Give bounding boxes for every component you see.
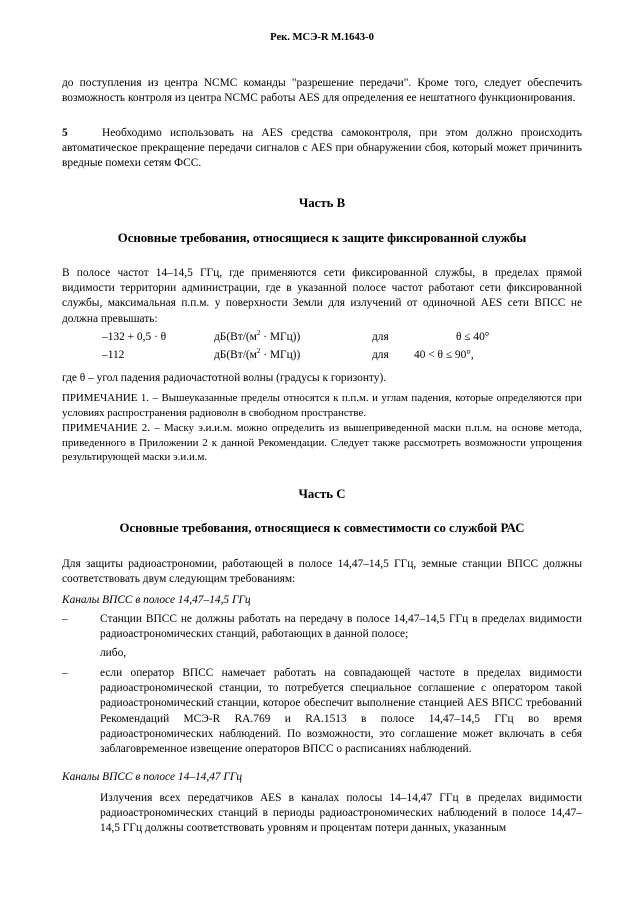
note-1: ПРИМЕЧАНИЕ 1. – Вышеуказанные пределы относятся к п.п.м. и углам падения, которые определяются при условиях распространения радиоволн в свободном пространстве.: [62, 392, 582, 419]
running-header: Рек. МСЭ-R M.1643-0: [270, 32, 374, 43]
or-connector: либо,: [100, 647, 127, 659]
part-c-body: Для защиты радиоастрономии, работающей в полосе 14,47–14,5 ГГц, земные станции ВПСС должны соответствовать двум следующим требованиям:: [62, 558, 582, 586]
part-c-subtitle: Основные требования, относящиеся к совместимости со службой РАС: [119, 521, 525, 535]
part-b-title: Часть B: [298, 196, 346, 210]
formula-condition: 40 < θ ≤ 90°,: [414, 349, 474, 361]
pfd-formula-row: [62, 348, 582, 364]
item-5-text: Необходимо использовать на AES средства самоконтроля, при этом должно происходить автоматическое прекращение передачи сигналов с AES при обнаружении сбоя, который может причинить вредные помехи сетям ФСС.: [62, 127, 582, 170]
part-b-subtitle: Основные требования, относящиеся к защите фиксированной службы: [117, 231, 527, 245]
formula-condition-word: для: [372, 331, 389, 343]
list-dash: –: [62, 613, 68, 625]
channels-14-14-47-paragraph: Излучения всех передатчиков AES в каналах полосы 14–14,47 ГГц в пределах видимости радиоастрономических станций в периоды радиоастрономических наблюдений в полосе 14,47–14,5 ГГц должны соответствовать уровням и процентам потери данных, указанным: [100, 792, 582, 835]
pfd-formula-row: [62, 330, 582, 346]
channels-14-47-14-5-heading: Каналы ВПСС в полосе 14,47–14,5 ГГц: [62, 594, 251, 606]
angle-definition: где θ – угол падения радиочастотной волны (градусы к горизонту).: [62, 372, 387, 384]
item-5-number: 5: [62, 127, 68, 139]
part-c-title: Часть C: [298, 487, 346, 501]
formula-unit: $дБ(Вт/(м^2 \cdot МГц))$: [214, 329, 301, 343]
requirement-item-1: Станции ВПСС не должны работать на передачу в полосе 14,47–14,5 ГГц в пределах видимости радиоастрономических станций, работающих в данной полосе;: [100, 613, 582, 641]
list-dash: –: [62, 667, 68, 679]
formula-condition-word: для: [372, 349, 389, 361]
formula-unit: $дБ(Вт/(м^2 \cdot МГц))$: [214, 347, 301, 361]
item-5-paragraph: [62, 126, 582, 172]
formula-expression: –112: [102, 349, 125, 361]
part-b-body: В полосе частот 14–14,5 ГГц, где применяются сети фиксированной службы, в пределах прямой видимости территории администрации, где в указанной полосе частот работают сети фиксированной службы, максимальная п.п.м. у поверхности Земли для излучений от одиночной AES сети ВПСС не должна превышать:: [62, 267, 582, 325]
channels-14-14-47-heading: Каналы ВПСС в полосе 14–14,47 ГГц: [62, 771, 243, 783]
note-2: ПРИМЕЧАНИЕ 2. – Маску э.и.и.м. можно определить из вышеприведенной маски п.п.м. на основе метода, приведенного в Приложении 2 к данной Рекомендации. Следует также рассмотреть возможности упрощения результирующей маски э.и.и.м.: [62, 422, 582, 464]
intro-continuation-paragraph: до поступления из центра NCMC команды "разрешение передачи". Кроме того, следует обеспечить возможность контроля из центра NCMC работы AES для определения ее нештатного функционирования.: [62, 77, 582, 105]
formula-condition: θ ≤ 40°: [456, 331, 490, 343]
formula-expression: –132 + 0,5 · θ: [102, 331, 167, 343]
requirement-item-2: если оператор ВПСС намечает работать на совпадающей частоте в пределах видимости радиоастрономической станции, то потребуется специальное соглашение с оператором такой радиоастрономический станции, которое обеспечит выполнение станцией AES ВПСС требований Рекомендаций МСЭ-R RA.769 и RA.1513 в полосе 14,47–14,5 ГГц во время радиоастрономических наблюдений. По возможности, это соглашение может включать в себя заблаговременное извещение операторов ВПСС о расписаниях наблюдений.: [100, 667, 582, 756]
